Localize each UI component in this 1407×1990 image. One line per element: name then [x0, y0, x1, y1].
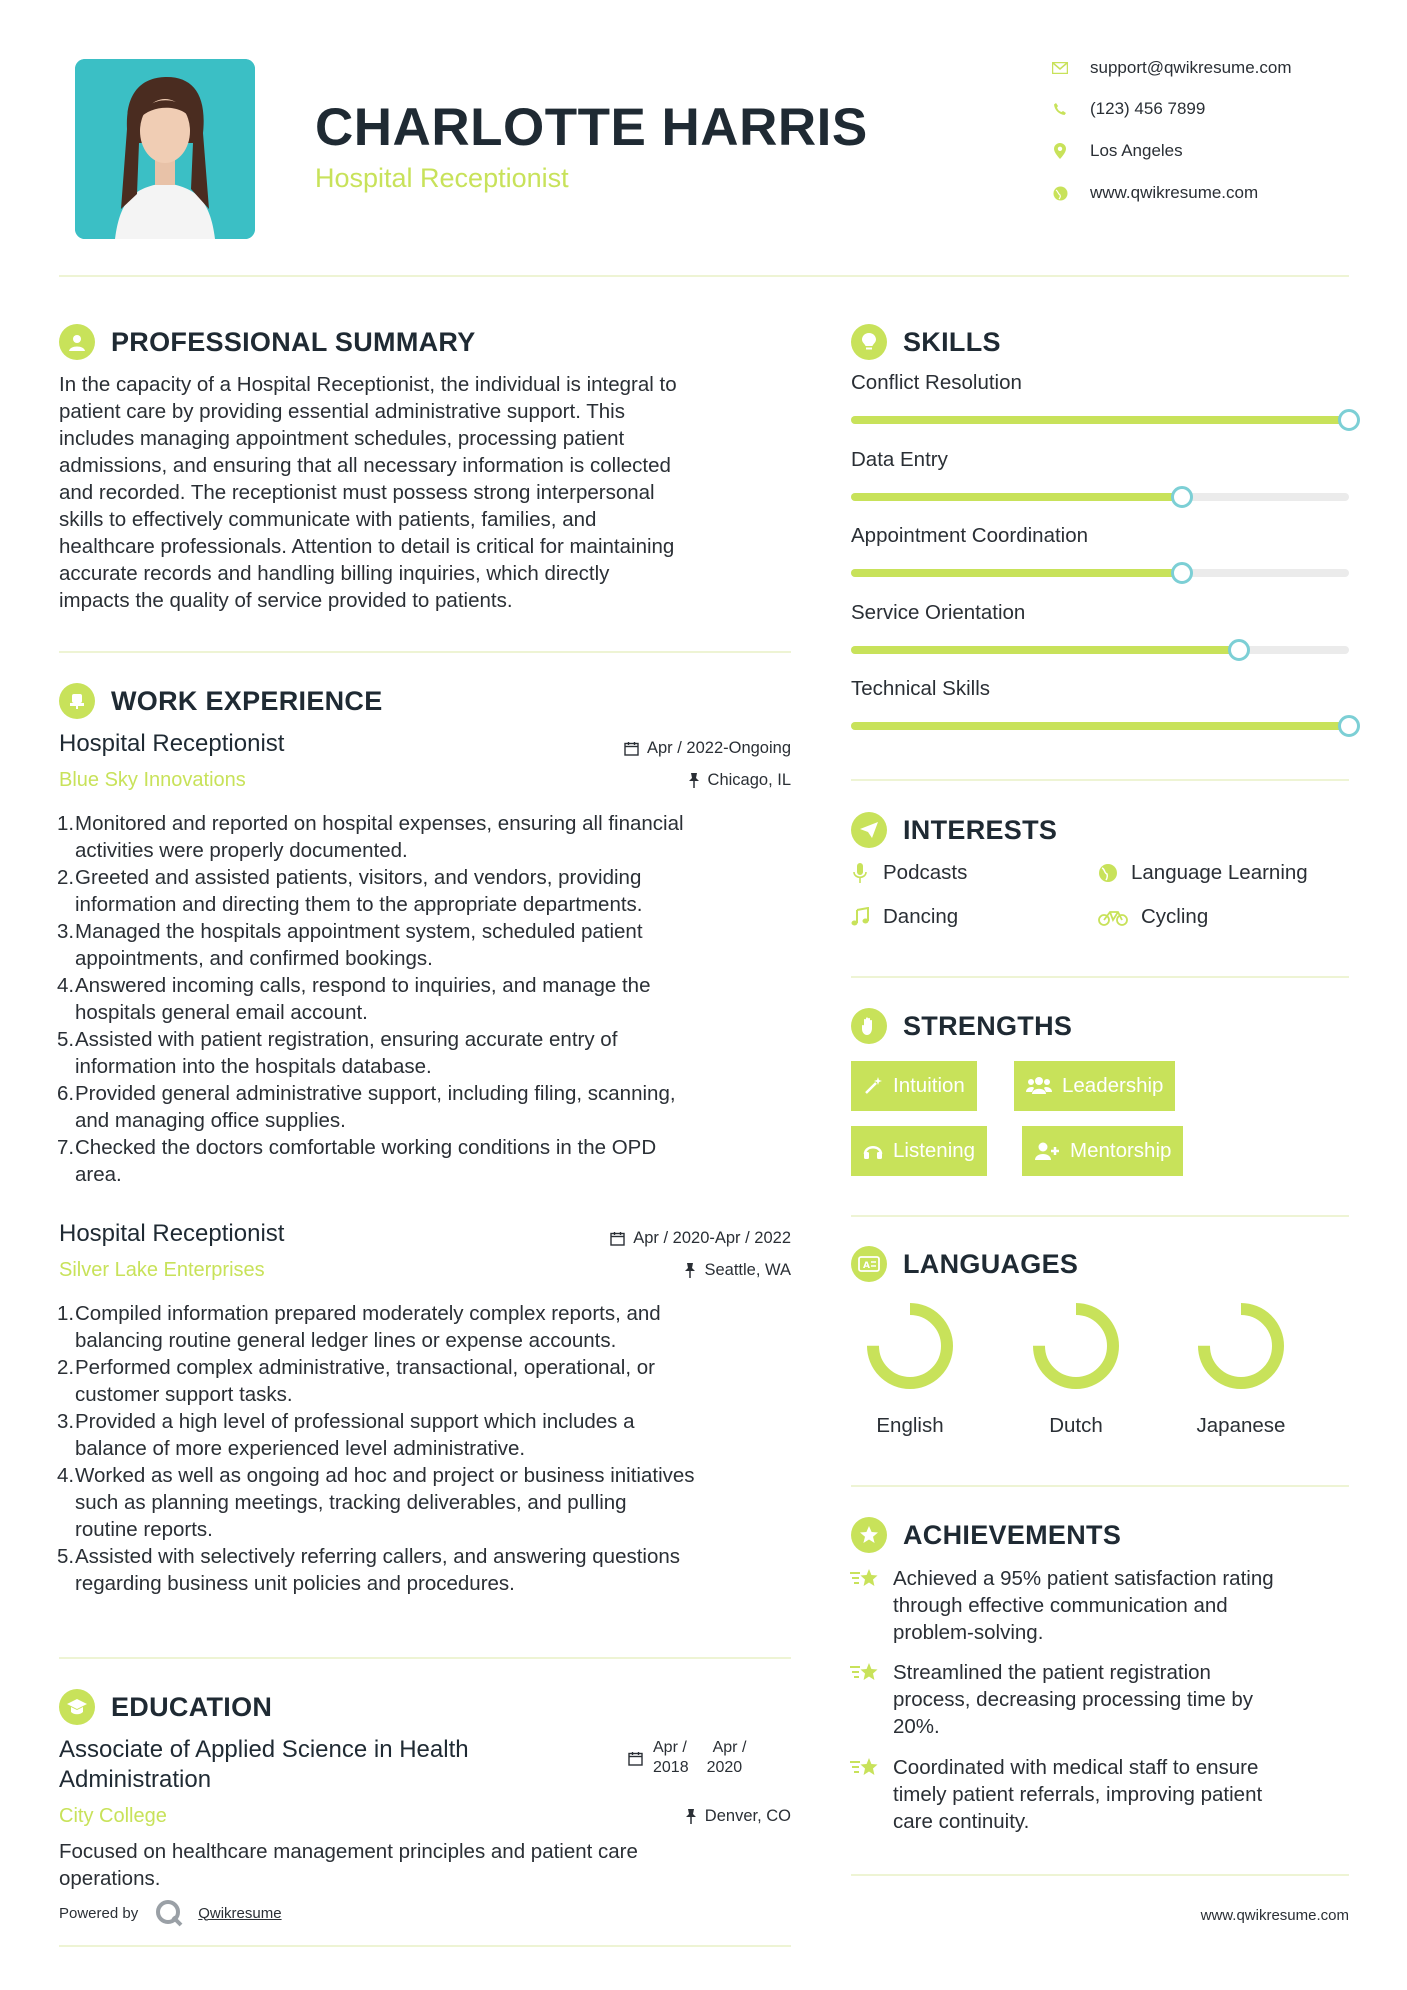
summary-line: and recorded. The receptionist must possess strong interpersonal [59, 481, 655, 504]
list-item: 3. Managed the hospitals appointment system, scheduled patient appointments, and confirmed bookings. [57, 920, 643, 970]
achievement-item: Achieved a 95% patient satisfaction rating through effective communication and problem-solving. [849, 1565, 1349, 1646]
interest-podcasts: Podcasts [849, 861, 967, 885]
list-item: 1. Monitored and reported on hospital expenses, ensuring all financial activities were properly documented. [57, 812, 684, 862]
skill-level-handle [1171, 486, 1193, 508]
experience-divider [59, 1657, 791, 1659]
phone-icon [1050, 99, 1070, 119]
education-start: Apr / 2018 [653, 1739, 689, 1776]
education-end: Apr / 2020 [706, 1739, 747, 1776]
languages-heading [851, 1246, 1078, 1282]
summary-line: admissions, and ensuring that all necessary information is collected [59, 454, 671, 477]
magic-wand-icon [863, 1076, 883, 1096]
paper-plane-icon [851, 812, 887, 848]
calendar-icon [624, 741, 639, 756]
skill-level-fill [851, 569, 1182, 577]
job-1-location [500, 771, 791, 790]
skill-level-handle [1171, 562, 1193, 584]
interest-cycling: Cycling [1097, 905, 1208, 929]
skill-level-bar [851, 646, 1349, 654]
skill-level-handle [1228, 639, 1250, 661]
skill-name: Appointment Coordination [851, 524, 1089, 547]
profile-photo [75, 59, 255, 239]
skill-level-fill [851, 416, 1349, 424]
list-item: 4. Answered incoming calls, respond to inquiries, and manage the hospitals general email account. [57, 974, 651, 1024]
skills-heading-text: SKILLS [903, 326, 1001, 357]
education-description: Focused on healthcare management principles and patient care operations. [59, 1840, 638, 1890]
language-name: English [876, 1414, 944, 1437]
strength-chip-listening: Listening [851, 1126, 987, 1176]
job-2-dates [500, 1229, 791, 1248]
experience-heading [59, 683, 383, 719]
summary-line: In the capacity of a Hospital Receptionist, the individual is integral to [59, 373, 677, 396]
summary-line: healthcare professionals. Attention to detail is critical for maintaining [59, 535, 675, 558]
achievements-heading-text: ACHIEVEMENTS [903, 1519, 1122, 1550]
candidate-name: CHARLOTTE HARRIS [315, 98, 868, 157]
degree-line: Associate of Applied Science in Health [59, 1736, 469, 1763]
envelope-icon [1050, 58, 1070, 78]
skill-level-bar [851, 416, 1349, 424]
contact-website-text: www.qwikresume.com [1090, 183, 1259, 202]
job-2-duties [57, 1300, 797, 1597]
strength-chip-mentorship: Mentorship [1022, 1126, 1183, 1176]
graduation-icon [59, 1689, 95, 1725]
footer-website[interactable]: www.qwikresume.com [1200, 1907, 1349, 1924]
job-1-company: Blue Sky Innovations [59, 769, 246, 791]
job-2-location-text: Seattle, WA [704, 1261, 791, 1279]
skill-level-handle [1338, 715, 1360, 737]
lightbulb-icon [851, 324, 887, 360]
user-plus-icon [1034, 1141, 1060, 1161]
pushpin-icon [684, 1263, 696, 1278]
skill-level-bar [851, 493, 1349, 501]
language-icon [851, 1246, 887, 1282]
summary-divider [59, 651, 791, 653]
microphone-icon [849, 862, 871, 884]
language-name: Japanese [1196, 1414, 1286, 1437]
list-item: 4. Worked as well as ongoing ad hoc and project or business initiatives such as planning meetings, tracking deliverables, and pulling routine reports. [57, 1464, 695, 1541]
hand-icon [851, 1008, 887, 1044]
contact-website[interactable] [1050, 183, 1258, 203]
strengths-heading-text: STRENGTHS [903, 1010, 1073, 1041]
skill-level-handle [1338, 409, 1360, 431]
briefcase-chair-icon [59, 683, 95, 719]
contact-email[interactable] [1050, 58, 1292, 78]
skills-heading [851, 324, 1001, 360]
summary-heading-text: PROFESSIONAL SUMMARY [111, 326, 476, 357]
globe-icon [1097, 863, 1119, 883]
map-pin-icon [1050, 141, 1070, 161]
summary-text [59, 371, 799, 614]
contact-phone[interactable] [1050, 99, 1205, 119]
languages-divider [851, 1485, 1349, 1487]
skill-name: Service Orientation [851, 600, 1026, 624]
strength-chip-leadership: Leadership [1014, 1061, 1175, 1111]
languages-heading-text: LANGUAGES [903, 1248, 1079, 1279]
job-1-dates-text: Apr / 2022-Ongoing [646, 739, 791, 757]
education-location [500, 1807, 791, 1826]
footer-divider-left [59, 1945, 791, 1947]
shooting-star-icon [849, 1754, 879, 1835]
qwikresume-link[interactable]: Qwikresume [198, 1904, 282, 1922]
education-heading [59, 1689, 272, 1725]
shooting-star-icon [849, 1565, 879, 1646]
calendar-icon [628, 1751, 643, 1766]
contact-location-text: Los Angeles [1090, 141, 1183, 160]
strength-chip-intuition: Intuition [851, 1061, 977, 1111]
degree-line: Administration [59, 1766, 212, 1793]
group-icon [1026, 1076, 1052, 1096]
powered-by [59, 1898, 282, 1928]
job-2-company: Silver Lake Enterprises [59, 1259, 265, 1281]
job-1-dates [500, 739, 791, 758]
skills-divider [851, 779, 1349, 781]
list-item: 1. Compiled information prepared moderately complex reports, and balancing routine general ledger lines or expense accounts. [57, 1302, 661, 1352]
job-1-title: Hospital Receptionist [59, 730, 285, 757]
calendar-icon [610, 1231, 625, 1246]
interests-divider [851, 976, 1349, 978]
qwikresume-logo-icon [154, 1898, 184, 1928]
list-item: 2. Performed complex administrative, transactional, operational, or customer support tasks. [57, 1356, 655, 1406]
experience-heading-text: WORK EXPERIENCE [111, 685, 383, 716]
list-item: 7. Checked the doctors comfortable working conditions in the OPD area. [57, 1136, 657, 1186]
summary-line: impacts the quality of service provided to patients. [59, 589, 513, 612]
education-dates [628, 1738, 746, 1778]
list-item: 5. Assisted with selectively referring callers, and answering questions regarding business unit policies and procedures. [57, 1545, 681, 1595]
achievements-divider [851, 1874, 1349, 1876]
list-item: 5. Assisted with patient registration, ensuring accurate entry of information into the hospitals database. [57, 1028, 618, 1078]
interest-dancing: Dancing [849, 905, 958, 929]
user-icon [59, 324, 95, 360]
list-item: 3. Provided a high level of professional support which includes a balance of more experienced level administrative. [57, 1410, 635, 1460]
svg-text:A: A [863, 1261, 871, 1271]
achievement-item: Streamlined the patient registration process, decreasing processing time by 20%. [849, 1659, 1349, 1740]
job-2-dates-text: Apr / 2020-Apr / 2022 [633, 1229, 791, 1247]
globe-icon [1050, 183, 1070, 203]
candidate-title: Hospital Receptionist [315, 163, 569, 193]
pushpin-icon [688, 773, 700, 788]
shooting-star-icon [849, 1659, 879, 1740]
education-school: City College [59, 1805, 167, 1827]
language-level-ring [1026, 1296, 1126, 1396]
music-note-icon [849, 907, 871, 927]
language-level-ring [1191, 1296, 1291, 1396]
interests-heading-text: INTERESTS [903, 814, 1058, 845]
star-badge-icon [851, 1517, 887, 1553]
skill-name: Data Entry [851, 447, 948, 471]
skill-level-fill [851, 722, 1349, 730]
education-location-text: Denver, CO [704, 1807, 791, 1825]
education-degree [59, 1735, 469, 1795]
header-divider [59, 275, 1349, 277]
summary-line: accurate records and handling billing inquiries, which directly [59, 562, 610, 585]
skill-name: Conflict Resolution [851, 371, 1022, 394]
contact-phone-text: (123) 456 7899 [1090, 99, 1206, 118]
education-heading-text: EDUCATION [111, 1691, 273, 1722]
list-item: 6. Provided general administrative support, including filing, scanning, and managing office supplies. [57, 1082, 676, 1132]
job-2-location [500, 1261, 791, 1280]
language-name: Dutch [1049, 1414, 1103, 1437]
interest-language-learning: Language Learning [1097, 861, 1308, 885]
bicycle-icon [1097, 908, 1129, 926]
language-level-ring [860, 1296, 960, 1396]
interests-heading [851, 812, 1057, 848]
job-2-title: Hospital Receptionist [59, 1220, 285, 1247]
job-1-location-text: Chicago, IL [707, 771, 791, 789]
strengths-divider [851, 1215, 1349, 1217]
contact-email-text: support@qwikresume.com [1090, 58, 1292, 77]
skill-level-fill [851, 493, 1182, 501]
powered-by-label: Powered by [59, 1904, 139, 1922]
summary-line: includes managing appointment schedules, processing patient [59, 427, 625, 450]
summary-heading [59, 324, 476, 360]
headphones-icon [863, 1141, 883, 1161]
list-item: 2. Greeted and assisted patients, visitors, and vendors, providing information and directing them to the appropriate departments. [57, 866, 643, 916]
summary-line: patient care by providing essential administrative support. This [59, 400, 625, 423]
skill-name: Technical Skills [851, 677, 990, 700]
job-1-duties [57, 810, 797, 1188]
pushpin-icon [685, 1809, 697, 1824]
skill-level-fill [851, 646, 1239, 654]
achievements-heading [851, 1517, 1121, 1553]
contact-location [1050, 141, 1183, 161]
skill-level-bar [851, 569, 1349, 577]
achievement-item: Coordinated with medical staff to ensure timely patient referrals, improving patient care continuity. [849, 1754, 1349, 1835]
summary-line: skills to effectively communicate with patients, families, and [59, 508, 597, 531]
skill-level-bar [851, 722, 1349, 730]
strengths-heading [851, 1008, 1072, 1044]
